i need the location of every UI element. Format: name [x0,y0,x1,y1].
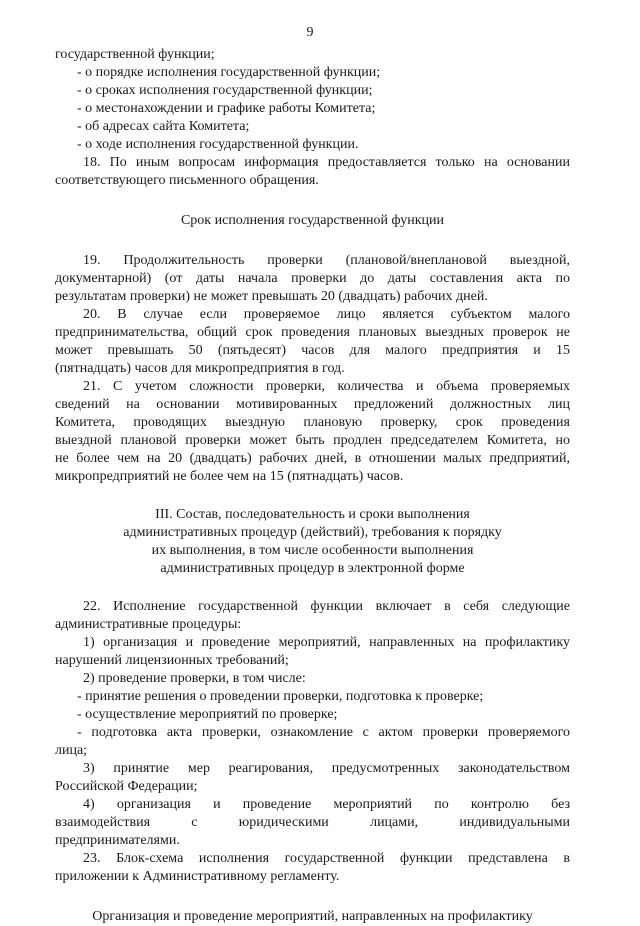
document-body [55,46,570,926]
paragraph-22-line: административные процедуры: [55,617,242,632]
paragraph-21-line: микропредприятий не более чем на 15 (пятнадцать) часов. [55,469,404,484]
paragraph-23-line: приложении к Административному регламенту. [55,869,340,884]
paragraph-20-line: предпринимательства, общий срок проведения плановых выездных проверок не [55,325,570,340]
paragraph-21-line: Комитета, проводящих выездную плановую проверку, срок проведения [55,415,570,430]
list-item: лица; [55,743,88,758]
list-item: Российской Федерации; [55,779,198,794]
paragraph-23-line: 23. Блок-схема исполнения государственной функции представлена в [83,851,570,866]
list-item: - подготовка акта проверки, ознакомление с актом проверки проверяемого [77,725,570,740]
paragraph-21-line: сведений на основании мотивированных предложений должностных лиц [55,397,570,412]
paragraph-19-line: 19. Продолжительность проверки (плановой/внеплановой выездной, [83,253,570,268]
paragraph-20-line: (пятнадцать) часов для микропредприятия в год. [55,361,345,376]
list-item: 1) организация и проведение мероприятий, направленных на профилактику [83,635,570,650]
paragraph-21-line: не более чем на 20 (двадцать) рабочих дней, в отношении малых предприятий, [55,451,570,466]
paragraph-21-line: 21. С учетом сложности проверки, количества и объема проверяемых [83,379,570,394]
list-item: - об адресах сайта Комитета; [77,119,250,134]
paragraph-20-line: 20. В случае если проверяемое лицо является субъектом малого [83,307,570,322]
list-item: - осуществление мероприятий по проверке; [77,707,338,722]
list-item: нарушений лицензионных требований; [55,653,289,668]
list-item: предпринимателями. [55,833,180,848]
list-item: - о местонахождении и графике работы Комитета; [77,101,376,116]
list-item: - о порядке исполнения государственной функции; [77,65,381,80]
section-heading: Срок исполнения государственной функции [180,213,445,228]
list-item: - принятие решения о проведении проверки, подготовка к проверке; [77,689,484,704]
list-item: - о ходе исполнения государственной функции. [77,137,359,152]
chapter-heading-line: III. Состав, последовательность и сроки выполнения [155,507,470,522]
paragraph-19-line: документарной) (от даты начала проверки до даты составления акта по [55,271,570,286]
paragraph-19-line: результатам проверки) не может превышать 20 (двадцать) рабочих дней. [55,289,488,304]
chapter-heading-line: административных процедур в электронной форме [160,561,465,576]
section-heading: Организация и проведение мероприятий, направленных на профилактику [92,909,533,924]
paragraph-20-line: может превышать 50 (пятьдесят) часов для малого предприятия и 15 [55,343,570,358]
text-line: государственной функции; [55,47,215,62]
chapter-heading-line: их выполнения, в том числе особенности выполнения [151,543,474,558]
list-item: взаимодействия с юридическими лицами, индивидуальными [55,815,570,830]
list-item: - о сроках исполнения государственной функции; [77,83,373,98]
paragraph-21-line: выездной плановой проверки может быть продлен председателем Комитета, но [55,433,570,448]
paragraph-18-line: соответствующего письменного обращения. [55,173,319,188]
paragraph-18-line: 18. По иным вопросам информация предоставляется только на основании [83,155,570,170]
list-item: 2) проведение проверки, в том числе: [83,671,306,686]
list-item: 3) принятие мер реагирования, предусмотренных законодательством [83,761,570,776]
list-item: 4) организация и проведение мероприятий по контролю без [83,797,570,812]
chapter-heading-line: административных процедур (действий), требования к порядку [123,525,502,540]
paragraph-22-line: 22. Исполнение государственной функции включает в себя следующие [83,599,570,614]
page-number: 9 [306,25,314,40]
